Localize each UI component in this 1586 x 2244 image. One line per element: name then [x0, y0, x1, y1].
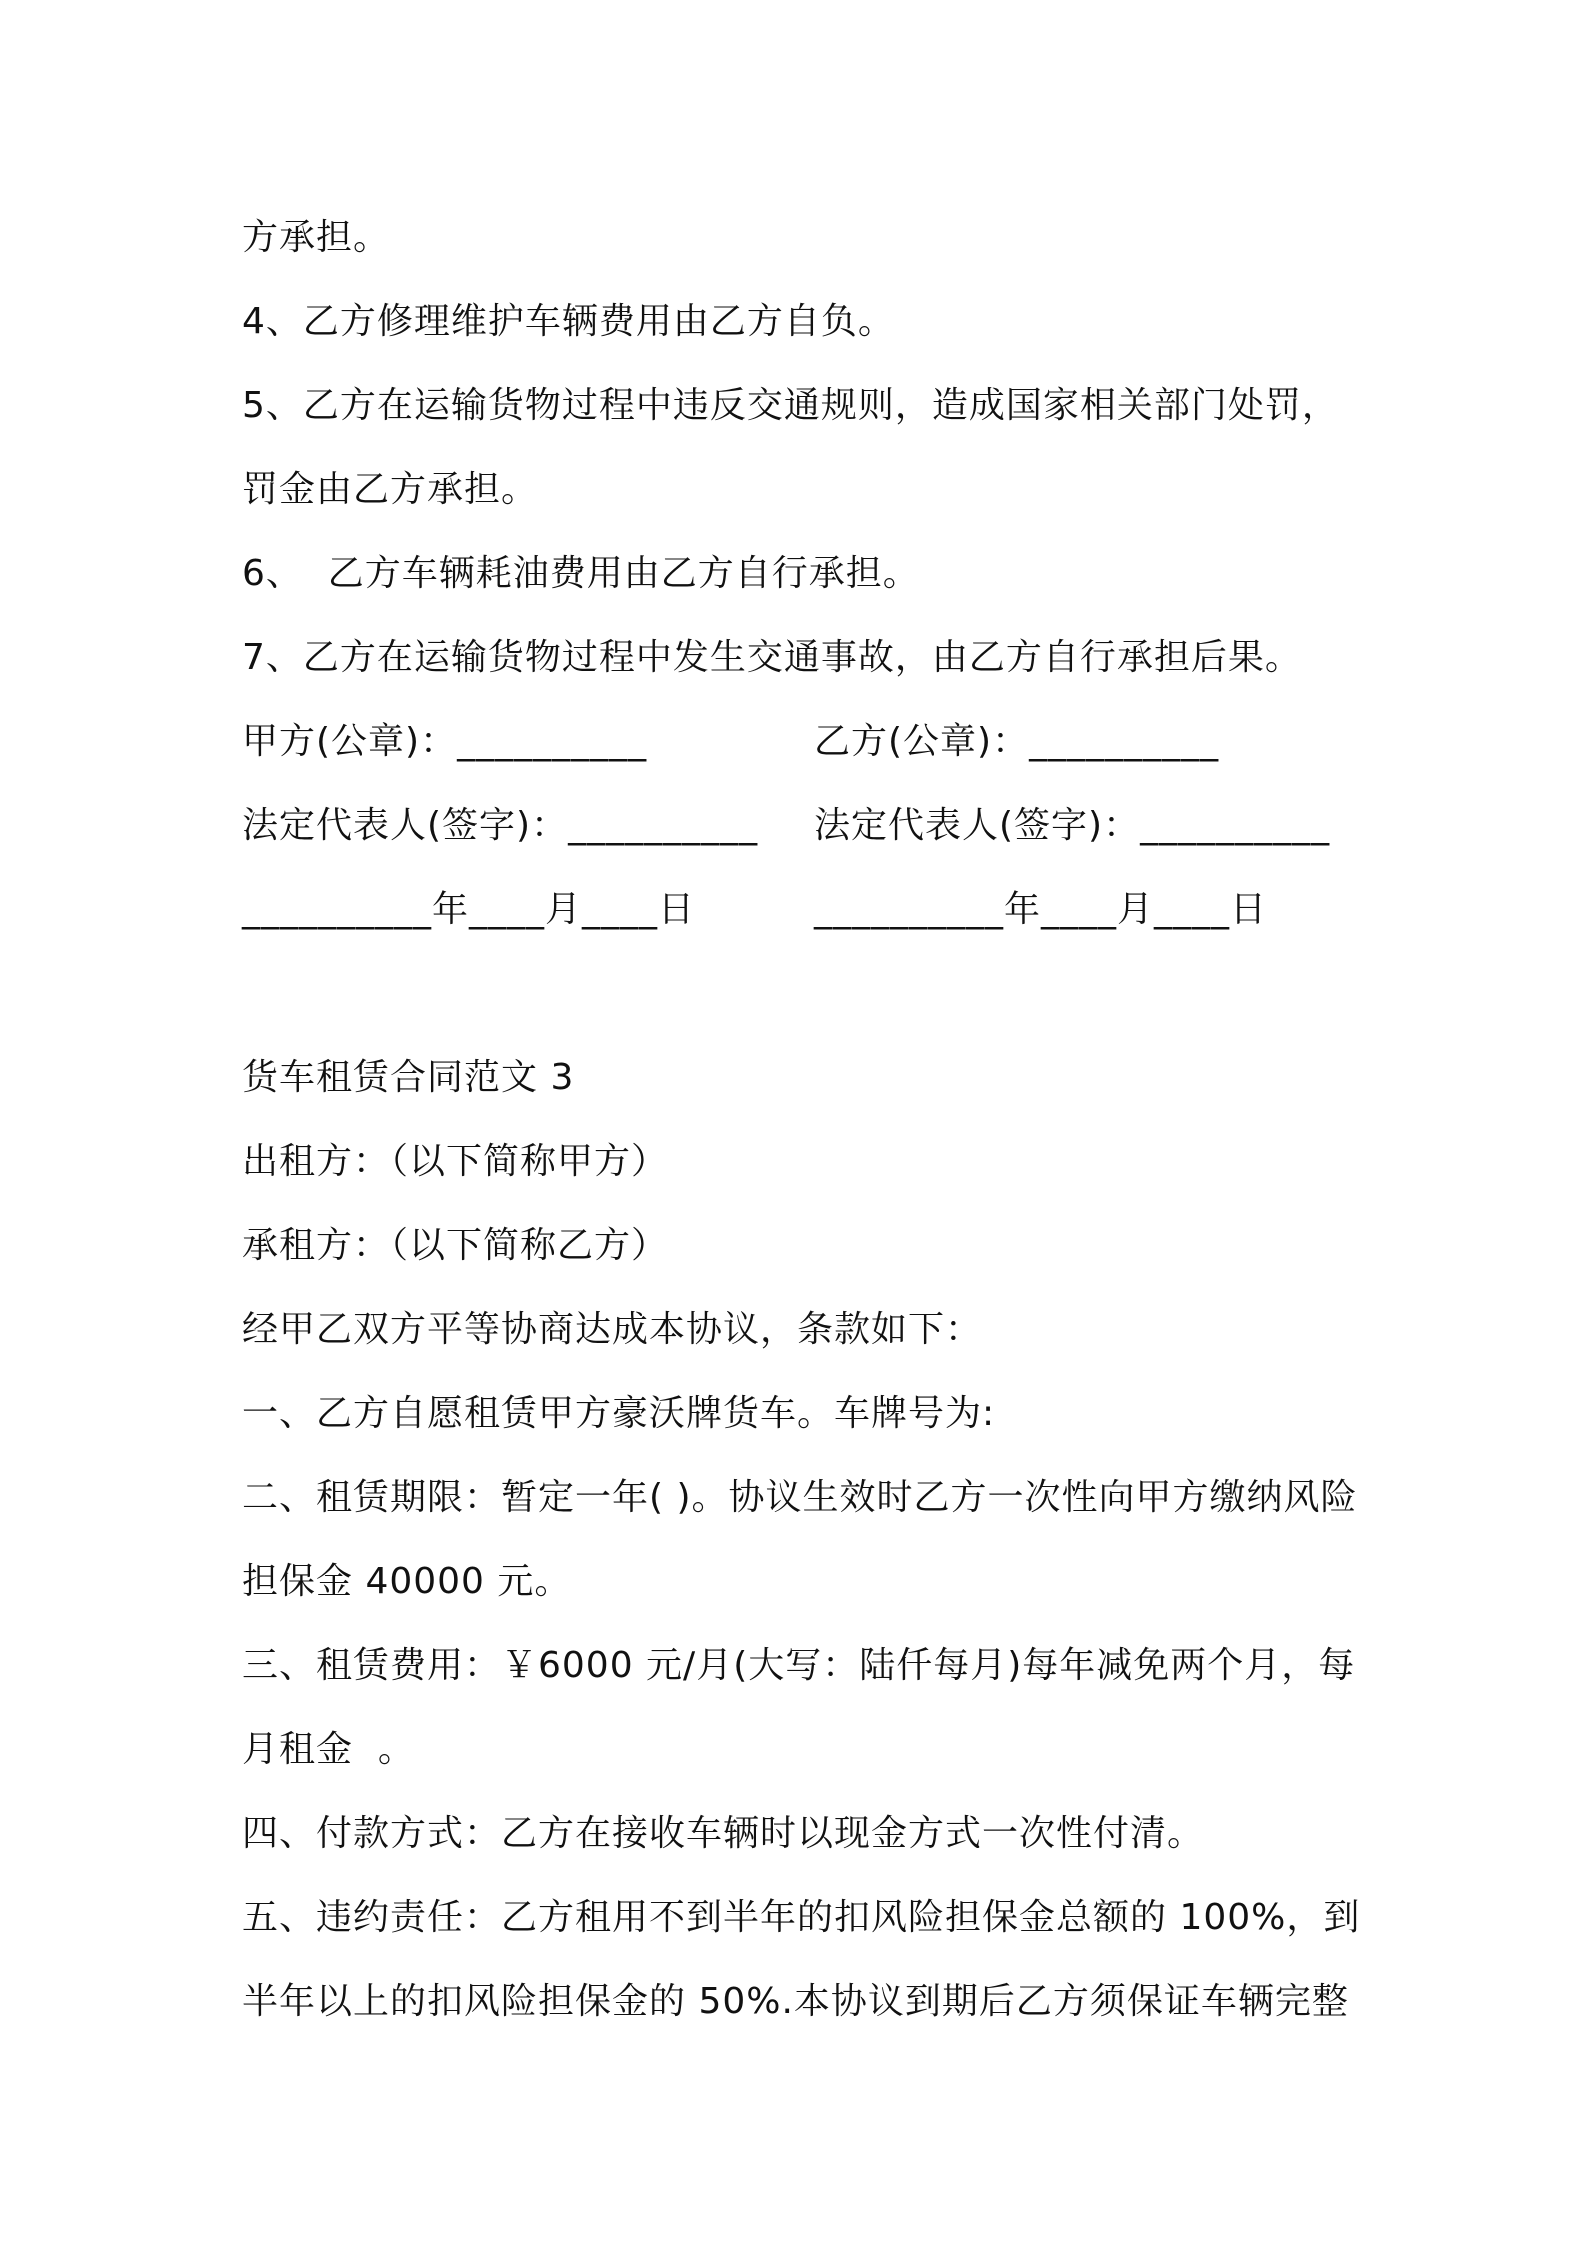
- paragraph-line: 月租金 。: [242, 1729, 415, 1770]
- paragraph-line: 罚金由乙方承担。: [242, 469, 539, 510]
- party-b-seal-field: 乙方(公章)：__________: [814, 721, 1220, 762]
- paragraph-line: 6、 乙方车辆耗油费用由乙方自行承担。: [242, 553, 920, 594]
- paragraph-line: 5、乙方在运输货物过程中违反交通规则，造成国家相关部门处罚，: [242, 385, 1339, 426]
- paragraph-line: 三、租赁费用：￥6000 元/月(大写：陆仟每月)每年减免两个月，每: [242, 1645, 1356, 1686]
- document-page: [242, 196, 1362, 2044]
- signature-row-date: [242, 868, 1362, 952]
- party-b-representative-field: 法定代表人(签字)：__________: [814, 805, 1331, 846]
- paragraph-line: 4、乙方修理维护车辆费用由乙方自负。: [242, 301, 895, 342]
- paragraph-line: 五、违约责任：乙方租用不到半年的扣风险担保金总额的 100%，到: [242, 1897, 1361, 1938]
- paragraph-line: 半年以上的扣风险担保金的 50%.本协议到期后乙方须保证车辆完整: [242, 1981, 1349, 2022]
- paragraph-line: 一、乙方自愿租赁甲方豪沃牌货车。车牌号为:: [242, 1393, 996, 1434]
- paragraph-line: 二、租赁期限：暂定一年( )。协议生效时乙方一次性向甲方缴纳风险: [242, 1477, 1358, 1518]
- section-title: 货车租赁合同范文 3: [242, 1057, 575, 1098]
- signature-row-seal: [242, 700, 1362, 784]
- section-spacer: [242, 952, 1362, 1036]
- paragraph-line: 出租方：（以下简称甲方）: [242, 1141, 669, 1182]
- paragraph-line: 承租方：（以下简称乙方）: [242, 1225, 669, 1266]
- paragraph-line: 四、付款方式：乙方在接收车辆时以现金方式一次性付清。: [242, 1813, 1205, 1854]
- signature-row-representative: [242, 784, 1362, 868]
- paragraph-line: 担保金 40000 元。: [242, 1561, 572, 1602]
- paragraph-line: 7、乙方在运输货物过程中发生交通事故，由乙方自行承担后果。: [242, 637, 1302, 678]
- party-a-representative-field: 法定代表人(签字)：__________: [242, 805, 759, 846]
- paragraph-line: 经甲乙双方平等协商达成本协议，条款如下：: [242, 1309, 983, 1350]
- paragraph-line: 方承担。: [242, 217, 391, 258]
- party-a-date-field: __________年____月____日: [242, 889, 695, 930]
- party-b-date-field: __________年____月____日: [814, 889, 1267, 930]
- party-a-seal-field: 甲方(公章)：__________: [242, 721, 648, 762]
